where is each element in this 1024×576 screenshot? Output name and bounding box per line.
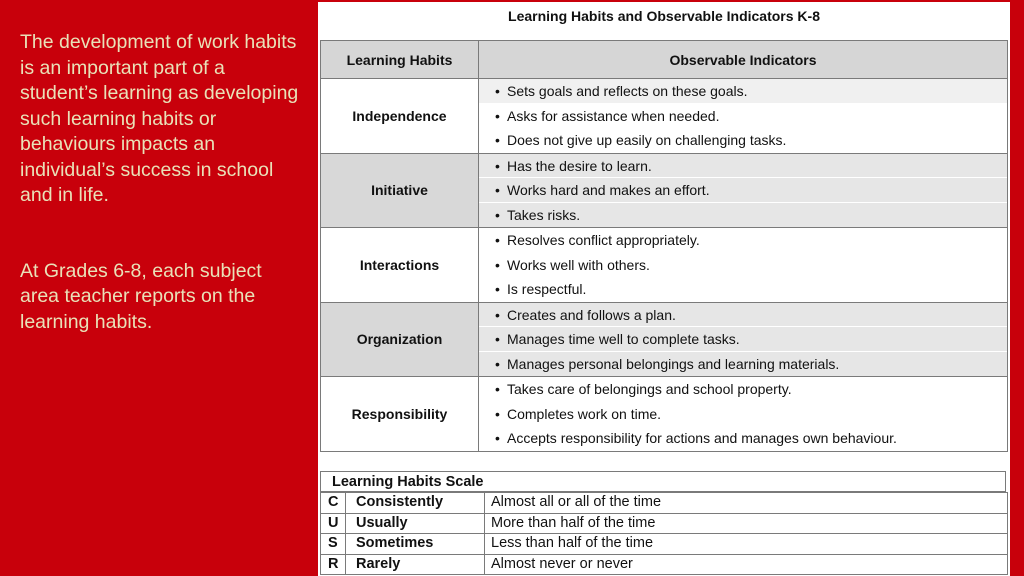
scale-term: Usually <box>346 513 485 534</box>
scale-meaning: Less than half of the time <box>485 534 1008 555</box>
scale-meaning: Almost never or never <box>485 554 1008 575</box>
document-title: Learning Habits and Observable Indicators K-8 <box>508 8 820 24</box>
indicator-item: • Has the desire to learn. <box>479 154 1007 179</box>
scale-code: U <box>321 513 346 534</box>
indicator-item: • Works hard and makes an effort. <box>479 178 1007 203</box>
table-row <box>321 493 1008 514</box>
indicator-item: • Works well with others. <box>479 253 1007 278</box>
table-row <box>321 302 1008 377</box>
intro-paragraph: The development of work habits is an important part of a student’s learning as developing such learning habits or behaviours impacts an individual’s success in school and in life. <box>20 31 299 206</box>
indicator-list <box>479 228 1008 303</box>
indicator-item: • Is respectful. <box>479 277 1007 302</box>
habit-name: Independence <box>321 79 479 154</box>
header-learning-habits: Learning Habits <box>321 41 479 79</box>
table-row <box>321 534 1008 555</box>
scale-code: R <box>321 554 346 575</box>
indicator-item: • Takes risks. <box>479 203 1007 228</box>
habit-name: Interactions <box>321 228 479 303</box>
grades-paragraph: At Grades 6-8, each subject area teacher reports on the learning habits. <box>20 259 262 333</box>
habit-name: Responsibility <box>321 377 479 452</box>
indicator-item: • Accepts responsibility for actions and manages own behaviour. <box>479 426 1007 451</box>
document-panel <box>318 2 1010 576</box>
table-row <box>321 79 1008 154</box>
indicator-item: • Completes work on time. <box>479 402 1007 427</box>
header-observable-indicators: Observable Indicators <box>479 41 1008 79</box>
indicator-list <box>479 153 1008 228</box>
table-row <box>321 513 1008 534</box>
indicator-list <box>479 302 1008 377</box>
indicator-item: • Resolves conflict appropriately. <box>479 228 1007 253</box>
scale-meaning: More than half of the time <box>485 513 1008 534</box>
table-row <box>321 153 1008 228</box>
indicator-item: • Manages time well to complete tasks. <box>479 327 1007 352</box>
habits-header-row <box>321 41 1008 79</box>
indicator-item: • Creates and follows a plan. <box>479 303 1007 328</box>
habit-name: Organization <box>321 302 479 377</box>
table-row <box>321 554 1008 575</box>
indicator-item: • Takes care of belongings and school property. <box>479 377 1007 402</box>
scale-meaning: Almost all or all of the time <box>485 493 1008 514</box>
scale-term: Consistently <box>346 493 485 514</box>
scale-code: S <box>321 534 346 555</box>
indicator-item: • Asks for assistance when needed. <box>479 104 1007 129</box>
table-row <box>321 377 1008 452</box>
indicator-item: • Sets goals and reflects on these goals. <box>479 79 1007 104</box>
scale-term: Sometimes <box>346 534 485 555</box>
scale-title: Learning Habits Scale <box>320 471 1006 492</box>
scale-table <box>320 492 1008 575</box>
intro-text <box>20 30 300 335</box>
indicator-list <box>479 79 1008 154</box>
habits-table <box>320 40 1008 452</box>
scale-code: C <box>321 493 346 514</box>
indicator-item: • Manages personal belongings and learning materials. <box>479 352 1007 377</box>
table-row <box>321 228 1008 303</box>
scale-term: Rarely <box>346 554 485 575</box>
indicator-item: • Does not give up easily on challenging tasks. <box>479 128 1007 153</box>
indicator-list <box>479 377 1008 452</box>
habit-name: Initiative <box>321 153 479 228</box>
